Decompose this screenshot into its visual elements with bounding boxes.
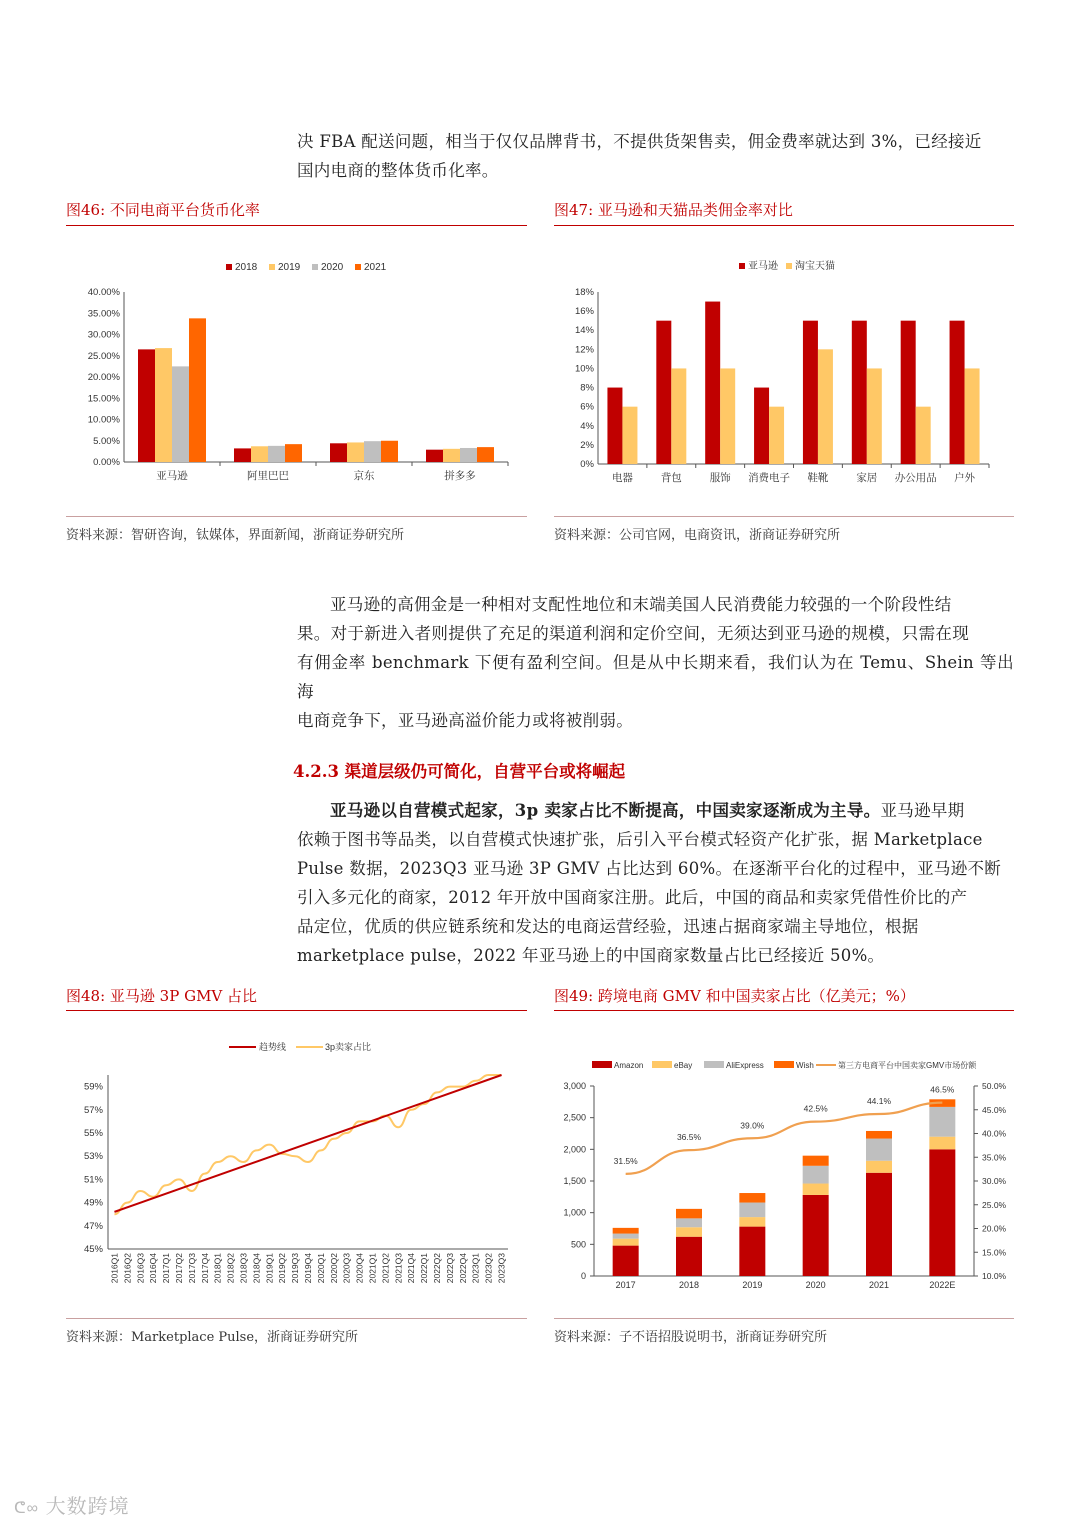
x-label-fig49-5: 2022E	[929, 1280, 956, 1290]
y2-tick-fig49-5: 35.0%	[982, 1152, 1007, 1163]
bar-fig49-5-0	[929, 1149, 955, 1276]
bar-fig49-2-0	[739, 1227, 765, 1276]
data-label-fig49-3: 42.5%	[803, 1103, 828, 1114]
x-label-fig48-17: 2020Q2	[328, 1253, 339, 1284]
bar-fig47-1-1	[671, 368, 686, 464]
top-paragraph-line1: 决 FBA 配送问题，相当于仅仅品牌背书，不提供货架售卖，佣金费率就达到 3%，已经接近	[297, 132, 982, 151]
fig47-title: 图47: 亚马逊和天猫品类佣金率对比	[554, 201, 793, 219]
x-label-fig48-25: 2022Q2	[432, 1253, 443, 1284]
y-tick-fig47-7: 14%	[574, 325, 594, 337]
bar-fig49-3-0	[803, 1195, 829, 1276]
legend-label-fig46-3: 2021	[364, 262, 387, 273]
x-label-fig48-28: 2023Q1	[470, 1253, 481, 1284]
bar-fig49-2-1	[739, 1217, 765, 1227]
y-tick-fig46-4: 20.00%	[87, 372, 120, 383]
legend-label-fig49-4: 第三方电商平台中国卖家GMV市场份额	[838, 1061, 977, 1070]
bar-fig49-4-0	[866, 1173, 892, 1276]
bar-fig47-4-0	[803, 321, 818, 464]
bar-fig49-3-1	[803, 1184, 829, 1195]
top-paragraph-line2: 国内电商的整体货币化率。	[297, 161, 499, 180]
bar-fig47-0-1	[622, 407, 637, 464]
bar-fig46-1-2	[268, 446, 285, 462]
legend-label-fig49-3: Wish	[796, 1061, 814, 1070]
bar-fig47-6-1	[916, 407, 931, 464]
y-tick-fig49-2: 1,000	[563, 1207, 586, 1218]
legend-swatch-fig46-2	[312, 264, 318, 270]
bar-fig47-2-0	[705, 302, 720, 464]
y-tick-fig48-4: 53%	[83, 1151, 103, 1163]
x-label-fig46-3: 拼多多	[444, 470, 476, 482]
y-tick-fig46-1: 5.00%	[93, 435, 120, 447]
y-tick-fig46-5: 25.00%	[87, 350, 120, 362]
bar-fig47-0-0	[607, 388, 622, 464]
x-label-fig48-6: 2017Q3	[186, 1253, 197, 1284]
bar-fig46-2-1	[347, 442, 364, 462]
bar-fig46-3-1	[443, 449, 460, 462]
x-label-fig48-1: 2016Q2	[122, 1253, 133, 1284]
bar-fig49-4-2	[866, 1139, 892, 1161]
x-label-fig47-4: 鞋靴	[807, 472, 829, 484]
y-tick-fig48-2: 49%	[83, 1197, 103, 1209]
bar-fig46-1-3	[285, 444, 302, 462]
section-heading: 4.2.3 渠道层级仍可简化，自营平台或将崛起	[293, 762, 626, 781]
y2-tick-fig49-2: 20.0%	[982, 1223, 1007, 1234]
x-label-fig47-1: 背包	[660, 472, 682, 484]
x-label-fig48-26: 2022Q3	[444, 1253, 455, 1284]
bar-fig49-5-1	[929, 1137, 955, 1150]
legend-swatch-fig49-1	[652, 1061, 672, 1068]
y-tick-fig49-4: 2,000	[563, 1144, 586, 1155]
y2-tick-fig49-1: 15.0%	[982, 1247, 1007, 1258]
fig46-title: 图46: 不同电商平台货币化率	[66, 201, 260, 219]
body-paragraph-line3: Pulse 数据，2023Q3 亚马逊 3P GMV 占比达到 60%。在逐渐平台化的过程中，亚马逊不断	[297, 859, 1002, 878]
bar-fig47-2-1	[720, 368, 735, 464]
x-label-fig48-4: 2017Q1	[161, 1253, 172, 1284]
bar-fig49-0-0	[613, 1246, 639, 1276]
legend-label-fig49-2: AliExpress	[726, 1061, 764, 1070]
y-tick-fig48-5: 55%	[83, 1128, 103, 1139]
y-tick-fig48-1: 47%	[83, 1220, 103, 1232]
y2-tick-fig49-0: 10.0%	[982, 1271, 1007, 1281]
bar-fig49-4-3	[866, 1131, 892, 1139]
bar-fig46-0-0	[138, 349, 155, 462]
x-label-fig48-15: 2019Q4	[303, 1253, 313, 1284]
y-tick-fig46-6: 30.00%	[87, 329, 120, 341]
middle-paragraph-line2: 果。对于新进入者则提供了充足的渠道利润和定价空间，无须达到亚马逊的规模，只需在现	[297, 624, 969, 643]
fig48-chart	[66, 1030, 527, 1305]
body-paragraph-line6: marketplace pulse，2022 年亚马逊上的中国商家数量占比已经接近 50%。	[297, 946, 885, 965]
bar-fig49-5-2	[929, 1107, 955, 1137]
x-label-fig48-14: 2019Q3	[290, 1253, 301, 1284]
bar-fig47-1-0	[656, 321, 671, 464]
bar-fig49-2-3	[739, 1193, 765, 1203]
bar-fig46-0-2	[172, 366, 189, 462]
y-tick-fig46-3: 15.00%	[87, 393, 120, 405]
bar-fig49-1-2	[676, 1218, 702, 1227]
bar-fig46-2-3	[381, 441, 398, 462]
y-tick-fig47-2: 4%	[580, 420, 594, 432]
x-label-fig48-11: 2018Q4	[251, 1253, 262, 1284]
x-label-fig48-3: 2016Q4	[148, 1253, 159, 1284]
x-label-fig48-20: 2021Q1	[367, 1253, 378, 1284]
bar-fig46-1-0	[234, 448, 251, 462]
y-tick-fig47-4: 8%	[580, 382, 594, 394]
bar-fig47-3-1	[769, 407, 784, 464]
legend-label-trend: 趋势线	[259, 1042, 287, 1052]
bar-fig49-4-1	[866, 1161, 892, 1173]
x-label-fig47-2: 服饰	[709, 472, 731, 484]
y-tick-fig49-5: 2,500	[563, 1112, 586, 1123]
bar-fig46-3-2	[460, 448, 477, 462]
bar-fig49-1-3	[676, 1209, 702, 1219]
fig48-source: 资料来源：Marketplace Pulse，浙商证券研究所	[66, 1330, 359, 1345]
y-tick-fig47-5: 10%	[574, 363, 594, 375]
fig46-top-rule	[66, 225, 527, 226]
bar-fig49-0-2	[613, 1234, 639, 1239]
series-line-trend	[114, 1075, 501, 1212]
bar-fig46-2-2	[364, 441, 381, 462]
x-label-fig48-9: 2018Q2	[225, 1253, 236, 1284]
bar-fig47-5-0	[852, 321, 867, 464]
data-label-fig49-1: 36.5%	[676, 1132, 702, 1143]
bar-fig46-0-1	[155, 348, 172, 462]
bar-fig47-6-0	[901, 321, 916, 464]
y-tick-fig46-0: 0.00%	[93, 457, 120, 468]
fig47-chart	[554, 250, 1014, 500]
x-label-fig48-13: 2019Q2	[277, 1253, 288, 1284]
x-label-fig48-16: 2020Q1	[315, 1253, 326, 1284]
legend-swatch-fig47-0	[739, 263, 745, 269]
y2-tick-fig49-4: 30.0%	[982, 1176, 1007, 1186]
y-tick-fig48-6: 57%	[83, 1104, 103, 1116]
fig49-bottom-rule	[554, 1318, 1014, 1319]
fig47-top-rule	[554, 225, 1014, 226]
x-label-fig49-1: 2018	[678, 1280, 700, 1290]
bar-fig49-0-3	[613, 1228, 639, 1234]
legend-label-fig49-0: Amazon	[614, 1061, 644, 1070]
middle-paragraph	[297, 590, 1014, 735]
y2-tick-fig49-6: 40.0%	[982, 1128, 1007, 1139]
y-tick-fig47-6: 12%	[574, 344, 594, 356]
bar-fig47-7-1	[965, 368, 980, 464]
x-label-fig49-3: 2020	[805, 1280, 826, 1290]
x-label-fig46-2: 京东	[353, 470, 375, 482]
x-label-fig48-2: 2016Q3	[135, 1253, 146, 1284]
y-tick-fig47-1: 2%	[580, 439, 594, 451]
y-tick-fig47-0: 0%	[580, 459, 594, 470]
middle-paragraph-line3: 有佣金率 benchmark 下便有盈利空间。但是从中长期来看，我们认为在 Temu、Shein 等出海	[297, 653, 1014, 701]
bar-fig49-0-1	[613, 1239, 639, 1246]
x-label-fig48-23: 2021Q4	[406, 1253, 417, 1284]
x-label-fig49-0: 2017	[615, 1280, 636, 1290]
x-label-fig49-2: 2019	[742, 1280, 763, 1290]
y-tick-fig48-7: 59%	[83, 1081, 103, 1093]
bar-fig49-2-2	[739, 1203, 765, 1218]
x-label-fig46-0: 亚马逊	[156, 470, 188, 482]
watermark	[14, 1490, 130, 1519]
bar-fig46-0-3	[189, 318, 206, 462]
body-paragraph-line1	[297, 796, 1014, 825]
x-label-fig48-24: 2022Q1	[419, 1253, 430, 1284]
x-label-fig49-4: 2021	[868, 1280, 890, 1290]
x-label-fig48-19: 2020Q4	[354, 1253, 365, 1284]
y-tick-fig48-3: 51%	[83, 1174, 103, 1186]
bar-fig46-3-0	[426, 450, 443, 462]
x-label-fig48-30: 2023Q3	[496, 1253, 507, 1284]
fig49-title: 图49: 跨境电商 GMV 和中国卖家占比（亿美元；%）	[554, 987, 915, 1005]
bar-fig47-4-1	[818, 349, 833, 464]
bar-fig46-3-3	[477, 447, 494, 462]
legend-swatch-fig49-0	[592, 1061, 612, 1068]
fig49-top-rule	[554, 1010, 1014, 1011]
fig48-bottom-rule	[66, 1318, 527, 1319]
bar-fig49-1-1	[676, 1227, 702, 1237]
x-label-fig47-6: 办公用品	[894, 472, 937, 484]
x-label-fig48-18: 2020Q3	[341, 1253, 352, 1284]
x-label-fig46-1: 阿里巴巴	[247, 470, 289, 482]
x-label-fig48-29: 2023Q2	[483, 1253, 494, 1284]
legend-swatch-fig49-2	[704, 1061, 724, 1068]
x-label-fig47-7: 户外	[954, 472, 976, 484]
bar-fig47-5-1	[867, 368, 882, 464]
legend-swatch-fig49-3	[774, 1061, 794, 1068]
legend-swatch-fig46-3	[355, 264, 361, 270]
series-line-fig49-share	[626, 1103, 943, 1174]
data-label-fig49-5: 46.5%	[930, 1084, 955, 1095]
fig47-bottom-rule	[554, 516, 1014, 517]
x-label-fig47-3: 消费电子	[748, 472, 791, 484]
legend-swatch-fig47-1	[786, 263, 792, 269]
y-tick-fig47-3: 6%	[580, 401, 594, 413]
fig47-source: 资料来源：公司官网，电商资讯，浙商证券研究所	[554, 528, 841, 543]
watermark-text: 大数跨境	[45, 1496, 130, 1518]
top-paragraph	[297, 127, 1014, 185]
x-label-fig48-12: 2019Q1	[264, 1253, 275, 1284]
data-label-fig49-4: 44.1%	[866, 1096, 892, 1107]
bar-fig49-3-2	[803, 1166, 829, 1184]
legend-label-fig46-2: 2020	[321, 262, 344, 273]
x-label-fig48-22: 2021Q3	[393, 1253, 404, 1284]
y-tick-fig48-0: 45%	[83, 1244, 103, 1255]
bar-fig47-3-0	[754, 388, 769, 464]
body-paragraph	[297, 796, 1014, 970]
y-tick-fig49-6: 3,000	[563, 1081, 586, 1091]
x-label-fig48-10: 2018Q3	[238, 1253, 249, 1284]
x-label-fig48-7: 2017Q4	[199, 1253, 210, 1284]
data-label-fig49-0: 31.5%	[613, 1155, 638, 1166]
legend-label-fig46-0: 2018	[235, 262, 258, 273]
fig49-chart	[554, 1050, 1014, 1305]
legend-label-3p: 3p卖家占比	[325, 1042, 372, 1052]
bar-fig46-2-0	[330, 443, 347, 462]
watermark-logo-icon: ᕦ∞	[14, 1500, 40, 1517]
y2-tick-fig49-3: 25.0%	[982, 1199, 1007, 1210]
bar-fig49-3-3	[803, 1156, 829, 1166]
y2-tick-fig49-7: 45.0%	[982, 1104, 1007, 1115]
data-label-fig49-2: 39.0%	[740, 1120, 765, 1131]
x-label-fig48-21: 2021Q2	[380, 1253, 391, 1284]
fig49-source: 资料来源：子不语招股说明书，浙商证券研究所	[554, 1330, 828, 1345]
x-label-fig47-5: 家居	[856, 472, 878, 484]
body-paragraph-line2: 依赖于图书等品类，以自营模式快速扩张，后引入平台模式轻资产化扩张，据 Marketplace	[297, 830, 983, 849]
body-paragraph-line4: 引入多元化的商家，2012 年开放中国商家注册。此后，中国的商品和卖家凭借性价比的产	[297, 888, 968, 907]
bar-fig46-1-1	[251, 446, 268, 462]
y-tick-fig49-1: 500	[570, 1239, 586, 1250]
fig46-source: 资料来源：智研咨询，钛媒体，界面新闻，浙商证券研究所	[66, 528, 405, 543]
fig46-bottom-rule	[66, 516, 527, 517]
body-paragraph-line1-rest: 亚马逊早期	[880, 801, 965, 820]
x-label-fig48-0: 2016Q1	[109, 1253, 120, 1284]
bar-fig49-1-0	[676, 1237, 702, 1276]
x-label-fig47-0: 电器	[611, 472, 633, 484]
fig48-top-rule	[66, 1010, 527, 1011]
legend-swatch-fig46-1	[269, 264, 275, 270]
legend-label-fig47-1: 淘宝天猫	[795, 261, 835, 272]
x-label-fig48-27: 2022Q4	[457, 1253, 468, 1284]
middle-paragraph-line4: 电商竞争下，亚马逊高溢价能力或将被削弱。	[297, 711, 633, 730]
y-tick-fig49-0: 0	[580, 1271, 586, 1281]
legend-label-fig47-0: 亚马逊	[748, 261, 778, 272]
y-tick-fig46-7: 35.00%	[87, 308, 120, 320]
legend-swatch-fig46-0	[226, 264, 232, 270]
y-tick-fig46-2: 10.00%	[87, 414, 120, 426]
x-label-fig48-8: 2018Q1	[212, 1253, 223, 1284]
y-tick-fig46-8: 40.00%	[87, 287, 120, 298]
legend-label-fig49-1: eBay	[674, 1061, 693, 1070]
y-tick-fig47-8: 16%	[574, 306, 594, 318]
fig48-title: 图48: 亚马逊 3P GMV 占比	[66, 987, 258, 1005]
x-label-fig48-5: 2017Q2	[173, 1253, 184, 1284]
bar-fig47-7-0	[950, 321, 965, 464]
body-paragraph-bold-lead: 亚马逊以自营模式起家，3p 卖家占比不断提高，中国卖家逐渐成为主导。	[330, 801, 881, 820]
fig46-chart	[66, 250, 527, 500]
body-paragraph-line5: 品定位，优质的供应链系统和发达的电商运营经验，迅速占据商家端主导地位，根据	[297, 917, 919, 936]
y2-tick-fig49-8: 50.0%	[982, 1081, 1007, 1091]
y-tick-fig47-9: 18%	[574, 287, 594, 298]
legend-label-fig46-1: 2019	[278, 262, 301, 273]
y-tick-fig49-3: 1,500	[563, 1176, 586, 1186]
middle-paragraph-line1: 亚马逊的高佣金是一种相对支配性地位和末端美国人民消费能力较强的一个阶段性结	[330, 595, 952, 614]
